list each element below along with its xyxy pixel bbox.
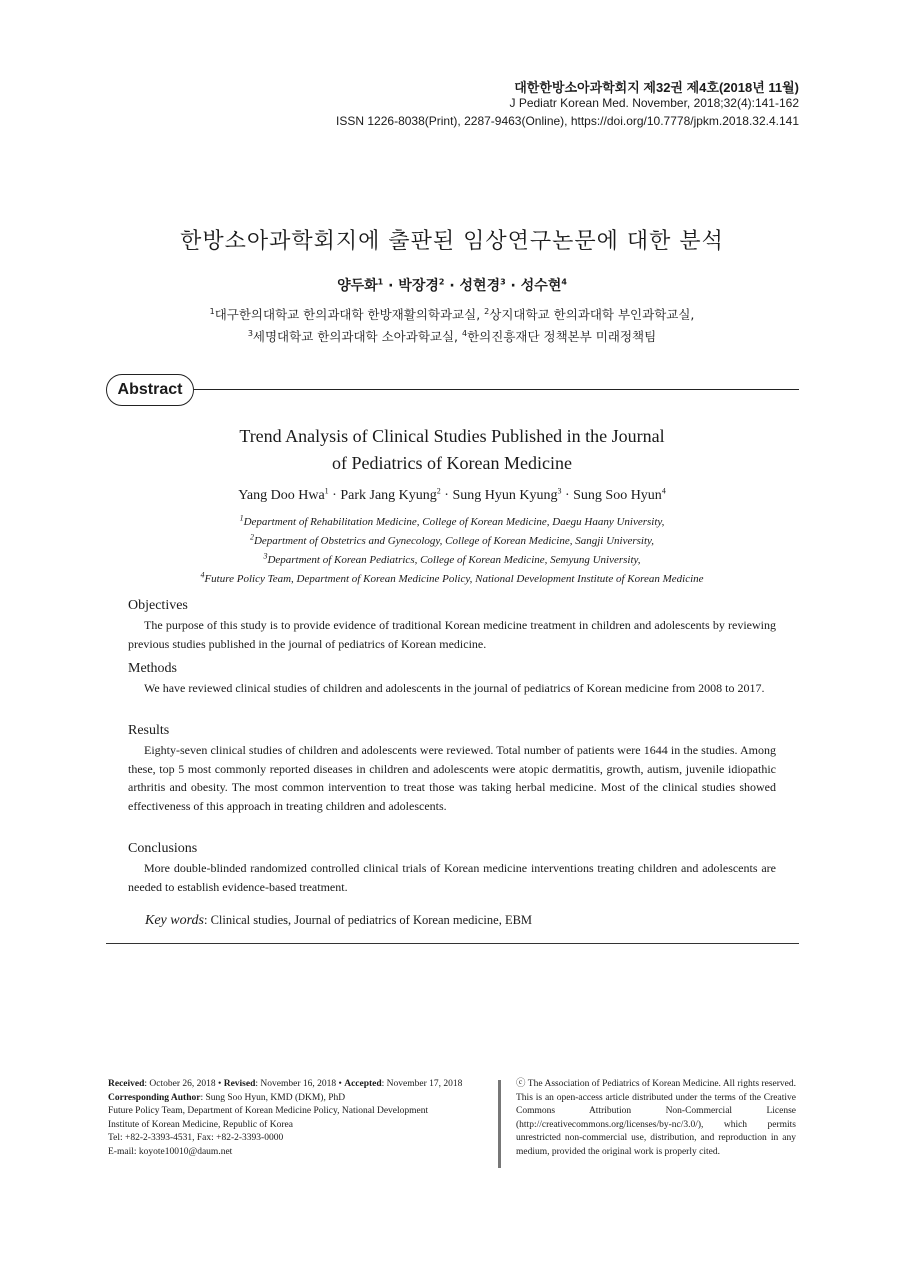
korean-author: 성수현 [520,278,562,294]
korean-author-sup: 3 [500,277,506,287]
address-line1: Future Policy Team, Department of Korean Medicine Policy, National Development [108,1106,429,1116]
accepted-date: : November 17, 2018 [381,1079,463,1089]
korean-author: 양두화 [337,278,378,294]
aff-sup: 2 [249,532,254,542]
keywords [145,913,532,929]
korean-author: 박장경 [398,278,439,294]
affiliation-text: Department of Korean Pediatrics, College of Korean Medicine, Semyung University, [267,554,641,566]
abstract-divider [194,389,799,390]
methods-text: We have reviewed clinical studies of children and adolescents in the journal of pediatrics of Korean medicine from 2008 to 2017. [144,681,765,695]
results-heading: Results [128,723,170,738]
abstract-bottom-rule [106,943,799,944]
corresponding-author: : Sung Soo Hyun, KMD (DKM), PhD [200,1092,346,1103]
english-authors [0,488,904,504]
author-separator: · [505,278,521,294]
author-separator: · [383,278,399,294]
aff-sup: 1 [239,513,244,523]
journal-citation: J Pediatr Korean Med. November, 2018;32(4):141-162 [509,96,799,110]
license-text: ⓒ The Association of Pediatrics of Korean Medicine. All rights reserved. This is an open-access article distributed under the terms of the Creative Commons Attribution Non-Commercial License (http://creativecommons.org/licenses/by-nc/3.0/), which permits unrestricted non-commercial use, distribution, and reproduction in any medium, provided the original work is properly cited. [516,1079,796,1157]
korean-author-sup: 2 [438,277,445,287]
korean-title: 한방소아과학회지에 출판된 임상연구논문에 대한 분석 [180,229,724,254]
author-separator: · [444,278,460,294]
english-affiliation-4 [0,570,904,585]
author-separator: · [328,488,341,503]
journal-korean-title: 대한한방소아과학회지 제32권 제4호(2018년 11월) [514,80,799,95]
aff-sup: 4 [462,328,468,338]
english-author-sup: 1 [324,486,329,496]
author-separator: · [440,488,453,503]
methods-heading: Methods [128,661,177,676]
affiliation-text: Department of Rehabilitation Medicine, College of Korean Medicine, Daegu Haany University, [243,516,665,528]
english-author-sup: 2 [436,486,441,496]
english-author-sup: 4 [661,486,666,496]
footer-divider [498,1080,501,1168]
aff-sup: 3 [247,328,253,338]
conclusions-heading: Conclusions [128,841,198,856]
email: E-mail: koyote10010@daum.net [108,1146,233,1157]
aff-sup: 2 [484,306,490,316]
korean-affiliation: 한의진흥재단 정책본부 미래정책팀 [467,329,657,344]
affiliation-text: Department of Obstetrics and Gynecology, College of Korean Medicine, Sangji University, [253,535,655,547]
aff-sup: 4 [200,570,205,580]
english-affiliation-3 [0,551,904,566]
affiliation-text: Future Policy Team, Department of Korean Medicine Policy, National Development Institute of Korean Medicine [204,573,704,585]
korean-author: 성현경 [459,278,501,294]
korean-affiliations-line1 [0,305,904,323]
revised-date: : November 16, 2018 • [255,1079,345,1089]
tel-fax: Tel: +82-2-3393-4531, Fax: +82-2-3393-0000 [108,1133,284,1143]
results-text: Eighty-seven clinical studies of children and adolescents were reviewed. Total number of patients were 1644 in the studies. Among these, top 5 most commonly reported diseases in children and adolescents were atopic dermatitis, growth, autism, juvenile idiopathic arthritis and obesity. The most common intervention to treat those was taking herbal medicine. Most of the clinical studies showed effectiveness of this approach in treating children and adolescents. [128,743,776,813]
keywords-label: Key words [145,913,204,928]
keywords-text: : Clinical studies, Journal of pediatrics of Korean medicine, EBM [203,913,533,927]
korean-author-sup: 4 [561,277,567,287]
korean-affiliation: 상지대학교 한의과대학 부인과학교실, [489,307,695,322]
korean-affiliations-line2 [0,327,904,345]
corresponding-label: Corresponding Author [108,1092,201,1103]
received-date: : October 26, 2018 • [144,1079,224,1089]
aff-sup: 1 [209,306,215,316]
author-separator: · [561,488,574,503]
english-author: Park Jang Kyung [340,488,437,503]
english-author: Yang Doo Hwa [238,488,325,503]
objectives-heading: Objectives [128,598,188,613]
dates-line [108,1078,493,1092]
accepted-label: Accepted [344,1079,382,1089]
english-title [0,423,904,477]
objectives-text: The purpose of this study is to provide evidence of traditional Korean medicine treatment in children and adolescents by reviewing previous studies published in the journal of pediatrics of Korean medicine. [128,618,776,651]
english-title-line1: Trend Analysis of Clinical Studies Published in the Journal [239,426,665,446]
revised-label: Revised [223,1079,256,1089]
journal-issn-doi: ISSN 1226-8038(Print), 2287-9463(Online), https://doi.org/10.7778/jpkm.2018.32.4.141 [336,114,799,128]
corresponding-line [108,1092,493,1106]
english-affiliation-1 [0,513,904,528]
english-author: Sung Hyun Kyung [452,488,558,503]
english-author-sup: 3 [557,486,562,496]
korean-author-sup: 1 [377,277,384,287]
korean-affiliation: 대구한의대학교 한의과대학 한방재활의학과교실, [214,307,485,322]
english-title-line2: of Pediatrics of Korean Medicine [332,453,572,473]
aff-sup: 3 [263,551,268,561]
abstract-label: Abstract [106,374,194,406]
korean-affiliation: 세명대학교 한의과대학 소아과학교실, [252,329,463,344]
english-affiliation-2 [0,532,904,547]
article-history-block [108,1078,493,1159]
english-author: Sung Soo Hyun [573,488,662,503]
korean-authors [0,275,904,295]
received-label: Received [108,1079,145,1089]
conclusions-text: More double-blinded randomized controlled clinical trials of Korean medicine interventions treating children and adolescents are needed to establish evidence-based treatment. [128,861,776,894]
address-line2: Institute of Korean Medicine, Republic of Korea [108,1119,293,1130]
